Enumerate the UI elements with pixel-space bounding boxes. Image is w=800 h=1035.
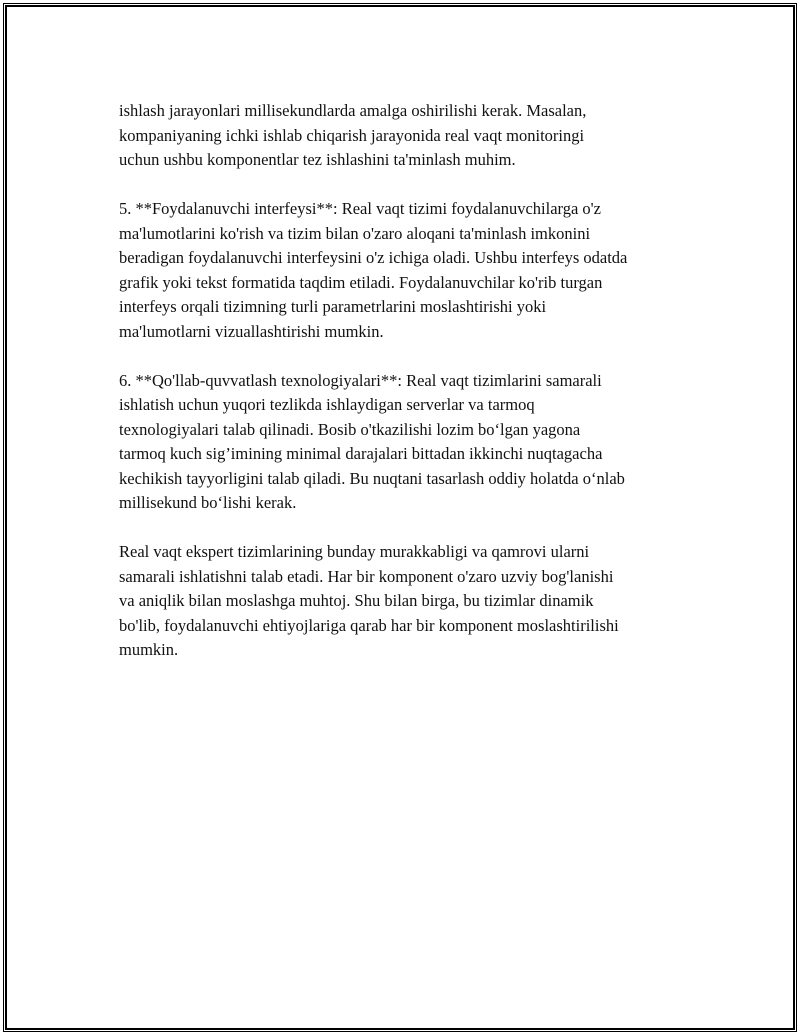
document-body [119,99,709,687]
text-line: texnologiyalari talab qilinadi. Bosib o'tkazilishi lozim boʻlgan yagona [119,419,581,439]
text-line: millisekund boʻlishi kerak. [119,493,297,512]
text-line: samarali ishlatishni talab etadi. Har bir komponent o'zaro uzviy bog'lanishi [119,566,614,586]
text-line: tarmoq kuch sig’imining minimal darajalari bittadan ikkinchi nuqtagacha [119,444,603,463]
text-line: 6. **Qo'llab-quvvatlash texnologiyalari**: Real vaqt tizimlarini samarali [119,370,602,390]
text-line: 5. **Foydalanuvchi interfeysi**: Real vaqt tizimi foydalanuvchilarga o'z [119,199,601,218]
text-line: bo'lib, foydalanuvchi ehtiyojlariga qarab har bir komponent moslashtirilishi [119,615,619,635]
text-line: Real vaqt ekspert tizimlarining bunday murakkabligi va qamrovi ularni [119,542,590,561]
text-line: ishlatish uchun yuqori tezlikda ishlaydigan serverlar va tarmoq [119,395,535,414]
text-line: uchun ushbu komponentlar tez ishlashini ta'minlash muhim. [119,150,516,169]
text-line: ma'lumotlarini ko'rish va tizim bilan o'zaro aloqani ta'minlash imkonini [119,223,591,243]
text-line: mumkin. [119,640,179,659]
text-line: grafik yoki tekst formatida taqdim etiladi. Foydalanuvchilar ko'rib turgan [119,272,603,292]
document-page [5,5,795,1030]
text-line: ishlash jarayonlari millisekundlarda amalga oshirilishi kerak. Masalan, [119,101,587,120]
paragraph-support-technologies [119,369,709,516]
paragraph-continuation [119,99,709,173]
paragraph-user-interface [119,197,709,344]
text-line: beradigan foydalanuvchi interfeysini o'z ichiga oladi. Ushbu interfeys odatda [119,248,628,267]
text-line: kompaniyaning ichki ishlab chiqarish jarayonida real vaqt monitoringi [119,125,585,145]
text-line: kechikish tayyorligini talab qiladi. Bu nuqtani tasarlash oddiy holatda oʻnlab [119,468,625,488]
text-line: va aniqlik bilan moslashga muhtoj. Shu bilan birga, bu tizimlar dinamik [119,591,594,610]
text-line: interfeys orqali tizimning turli parametrlarini moslashtirishi yoki [119,297,547,316]
paragraph-conclusion [119,540,709,663]
text-line: ma'lumotlarni vizuallashtirishi mumkin. [119,321,384,341]
